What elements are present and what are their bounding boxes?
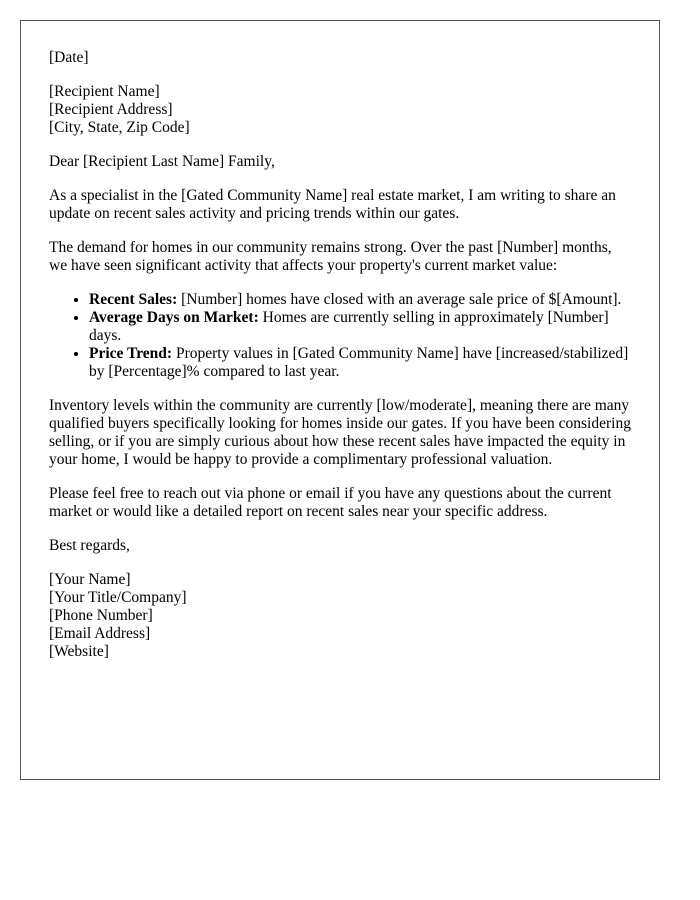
bullet-term: Recent Sales: [89,291,178,308]
contact-paragraph: Please feel free to reach out via phone or email if you have any questions about the current market or would like a detailed report on recent sales near your specific address. [49,485,612,520]
date-text: [Date] [49,49,89,66]
bullet-text: Homes are currently selling in approximately [Number] days. [89,309,609,344]
date-line [49,49,631,67]
recipient-address: [Recipient Address] [49,101,173,118]
bullet-text: Property values in [Gated Community Name] have [increased/stabilized] by [Percentage]% compared to last year. [89,345,629,380]
recipient-city-state-zip: [City, State, Zip Code] [49,119,190,136]
signature-name: [Your Name] [49,571,131,588]
signature-website: [Website] [49,643,109,660]
market-stats-list [49,291,631,381]
bullet-text: [Number] homes have closed with an average sale price of $[Amount]. [177,291,622,308]
list-item [89,291,631,309]
inventory-paragraph: Inventory levels within the community are currently [low/moderate], meaning there are many qualified buyers specifically looking for homes inside our gates. If you have been considering selling, or if you are simply curious about how these recent sales have impacted the equity in your home, I would be happy to provide a complimentary professional valuation. [49,397,631,468]
signature-phone: [Phone Number] [49,607,153,624]
signature-email: [Email Address] [49,625,151,642]
letter-page [20,20,660,780]
intro-paragraph: As a specialist in the [Gated Community Name] real estate market, I am writing to share an update on recent sales activity and pricing trends within our gates. [49,187,616,222]
bullet-term: Price Trend: [89,345,173,362]
signature-title-company: [Your Title/Company] [49,589,187,606]
signature-block [49,571,631,661]
recipient-name: [Recipient Name] [49,83,160,100]
salutation: Dear [Recipient Last Name] Family, [49,153,275,170]
list-item [89,309,631,345]
list-item [89,345,631,381]
demand-paragraph: The demand for homes in our community remains strong. Over the past [Number] months, we have seen significant activity that affects your property's current market value: [49,239,612,274]
bullet-term: Average Days on Market: [89,309,259,326]
closing-line: Best regards, [49,537,130,554]
recipient-address-block [49,83,631,137]
